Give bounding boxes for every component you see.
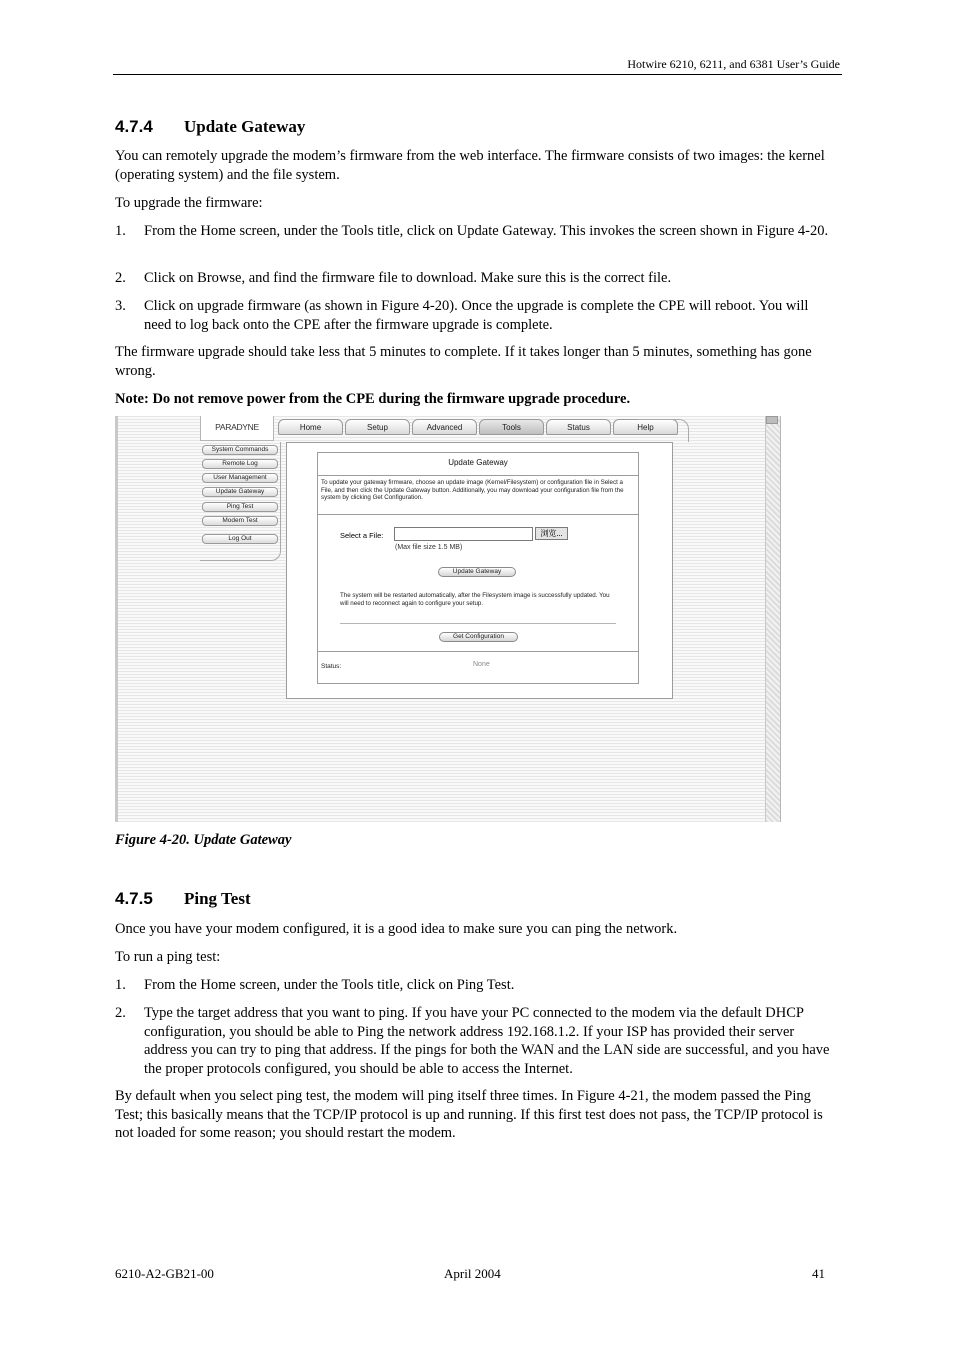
divider (318, 514, 638, 515)
divider (340, 623, 616, 624)
sidebar-item-user-management[interactable]: User Management (202, 473, 278, 483)
figure-screenshot (115, 416, 781, 822)
nav-status[interactable]: Status (546, 419, 611, 435)
vertical-scrollbar[interactable] (765, 416, 780, 822)
list-number: 1. (115, 977, 126, 993)
list-number: 2. (115, 1005, 126, 1021)
divider (318, 651, 638, 652)
list-item (115, 1004, 837, 1078)
section-title: Ping Test (184, 889, 251, 908)
panel-intro: To update your gateway firmware, choose an update image (Kernel/Filesystem) or configuration file in Select a File, and then click the Update Gateway button. Additionally, you may download your configuration file from the system by clicking Get Configuration. (321, 479, 624, 501)
list-text: Click on Browse, and find the firmware file to download. Make sure this is the correct file. (144, 270, 672, 286)
paragraph-after: By default when you select ping test, the modem will ping itself three times. In Figure 4-21, the modem passed the Ping Test; this basically means that the TCP/IP protocol is up and running. If this first test does not pass, the TCP/IP protocol is not loaded for some reason; you should restart the modem. (115, 1088, 823, 1141)
list-text: From the Home screen, under the Tools title, click on Update Gateway. This invokes the screen shown in Figure 4-20. (144, 223, 829, 239)
list-text: Click on upgrade firmware (as shown in Figure 4-20). Once the upgrade is complete the CPE will reboot. You will need to log back onto the CPE after the firmware upgrade is complete. (144, 298, 809, 333)
browse-button[interactable]: 浏览... (535, 527, 568, 540)
status-label: Status: (321, 663, 342, 670)
paragraph-after: The firmware upgrade should take less that 5 minutes to complete. If it takes longer than 5 minutes, something has gone wrong. (115, 344, 812, 379)
figure-caption: Figure 4-20. Update Gateway (115, 832, 292, 848)
nav-advanced[interactable]: Advanced (412, 419, 477, 435)
list-item (115, 297, 837, 334)
section-heading-update-gateway (115, 117, 305, 137)
scrollbar-thumb[interactable] (766, 416, 778, 424)
nav-tools[interactable]: Tools (479, 419, 544, 435)
paradyne-logo: PARADYNE (200, 416, 274, 441)
sidebar-item-log-out[interactable]: Log Out (202, 534, 278, 544)
section-title: Update Gateway (184, 117, 306, 136)
paragraph-intro: You can remotely upgrade the modem’s firmware from the web interface. The firmware consists of two images: the kernel (operating system) and the file system. (115, 148, 825, 183)
nav-help[interactable]: Help (613, 419, 678, 435)
running-header: Hotwire 6210, 6211, and 6381 User’s Guide (627, 57, 840, 71)
sidebar-item-modem-test[interactable]: Modem Test (202, 516, 278, 526)
get-configuration-button[interactable]: Get Configuration (439, 632, 518, 642)
list-number: 1. (115, 223, 126, 239)
sidebar (200, 442, 281, 561)
list-item (115, 269, 837, 288)
nav-home[interactable]: Home (278, 419, 343, 435)
section-heading-ping-test (115, 889, 251, 909)
section-number: 4.7.5 (115, 889, 153, 908)
note-warning: Note: Do not remove power from the CPE during the firmware upgrade procedure. (115, 391, 631, 407)
list-item (115, 976, 837, 995)
paragraph-lead: To run a ping test: (115, 949, 221, 965)
max-file-size: (Max file size 1.5 MB) (395, 544, 463, 551)
sidebar-item-update-gateway[interactable]: Update Gateway (202, 487, 278, 497)
file-label: Select a File: (340, 531, 384, 540)
sidebar-item-ping-test[interactable]: Ping Test (202, 502, 278, 512)
nav-setup[interactable]: Setup (345, 419, 410, 435)
section-number: 4.7.4 (115, 117, 153, 136)
panel-title: Update Gateway (318, 453, 638, 476)
footer-doc-id: 6210-A2-GB21-00 (115, 1266, 214, 1281)
content-frame (286, 442, 673, 699)
list-number: 2. (115, 270, 126, 286)
list-text: Type the target address that you want to ping. If you have your PC connected to the modem via the default DHCP configuration, you should be able to Ping the network address 192.168.1.2. If your ISP has provided their server address you can try to ping that address. If the pings for both the WAN and the LAN side are successful, and you have the proper protocols configured, you should be able to access the Internet. (144, 1005, 830, 1077)
paragraph-intro: Once you have your modem configured, it is a good idea to make sure you can ping the network. (115, 921, 678, 937)
list-text: From the Home screen, under the Tools title, click on Ping Test. (144, 977, 515, 993)
restart-note: The system will be restarted automatically, after the Filesystem image is successfully updated. You will need to reconnect again to configure your setup. (340, 592, 610, 607)
paragraph-lead: To upgrade the firmware: (115, 195, 263, 211)
list-item (115, 222, 837, 241)
sidebar-item-remote-log[interactable]: Remote Log (202, 459, 278, 469)
header-rule (113, 74, 842, 75)
nav-bar-edge (638, 419, 689, 442)
sidebar-item-system-commands[interactable]: System Commands (202, 445, 278, 455)
status-value: None (473, 661, 490, 668)
update-gateway-panel (317, 452, 639, 684)
footer-page-number: 41 (812, 1266, 825, 1281)
update-gateway-button[interactable]: Update Gateway (438, 567, 516, 577)
list-number: 3. (115, 298, 126, 314)
file-input[interactable] (394, 527, 533, 541)
footer-date: April 2004 (444, 1266, 501, 1281)
